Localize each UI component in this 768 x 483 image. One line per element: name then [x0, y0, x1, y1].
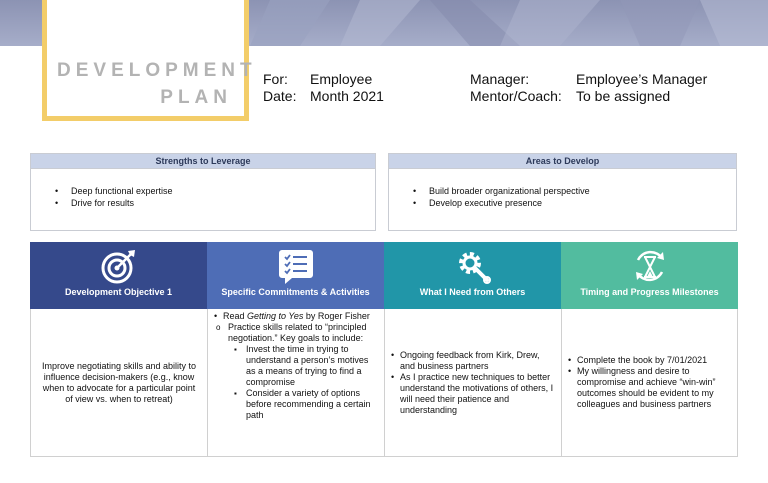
- areas-title: Areas to Develop: [389, 154, 736, 169]
- column-header-objective: [30, 242, 207, 309]
- title-box: [42, 0, 257, 121]
- list-item: • Drive for results: [55, 197, 375, 209]
- list-item: ▪ Invest the time in trying to understand a person’s motives as a means of trying to find a compromise: [232, 344, 378, 388]
- column-header-milestones: [561, 242, 738, 309]
- list-item: • Develop executive presence: [413, 197, 736, 209]
- column-title: Specific Commitments & Activities: [221, 287, 370, 297]
- strengths-list: [31, 169, 375, 209]
- book-title: Getting to Yes: [247, 311, 304, 321]
- needs-cell: [384, 309, 562, 457]
- areas-list: [389, 169, 736, 209]
- header-left-info: [263, 71, 384, 105]
- read-suffix: by Roger Fisher: [303, 311, 370, 321]
- strengths-box: [30, 153, 376, 231]
- needs-list: [391, 350, 555, 416]
- commitments-sublist: [214, 322, 378, 421]
- list-item: [216, 322, 378, 421]
- mentor-label: Mentor/Coach:: [470, 88, 562, 104]
- for-label: For:: [263, 71, 288, 87]
- gear-wrench-icon: [453, 246, 493, 288]
- list-item: • Ongoing feedback from Kirk, Drew, and business partners: [391, 350, 555, 372]
- title-line-1: DEVELOPMENT: [57, 60, 257, 81]
- checklist-icon: [276, 246, 316, 288]
- column-title: Development Objective 1: [64, 287, 173, 297]
- list-item: • Build broader organizational perspective: [413, 185, 736, 197]
- commitments-list: [214, 311, 378, 322]
- manager-value: Employee’s Manager: [576, 71, 708, 87]
- objective-cell: [30, 309, 208, 457]
- for-value: Employee: [310, 71, 373, 87]
- milestones-list: [568, 355, 731, 410]
- column-title: Timing and Progress Milestones: [580, 287, 719, 297]
- title-line-2: PLAN: [160, 87, 232, 108]
- date-label: Date:: [263, 88, 297, 104]
- hourglass-cycle-icon: [630, 246, 670, 288]
- list-item: ▪ Consider a variety of options before recommending a certain path: [232, 388, 378, 421]
- read-prefix: Read: [223, 311, 248, 321]
- manager-label: Manager:: [470, 71, 530, 87]
- column-header-commitments: [207, 242, 384, 309]
- list-item: • My willingness and desire to compromise and achieve “win-win” outcomes should be evident to my colleagues and business partners: [568, 366, 731, 410]
- goals-list: [228, 344, 378, 421]
- header-right-info: [470, 71, 707, 105]
- list-item: • Deep functional expertise: [55, 185, 375, 197]
- milestones-cell: [561, 309, 738, 457]
- mentor-value: To be assigned: [576, 88, 671, 104]
- practice-text: Practice skills related to “principled negotiation.” Key goals to include:: [228, 322, 367, 343]
- column-title: What I Need from Others: [419, 287, 526, 297]
- list-item: [214, 311, 378, 322]
- strengths-title: Strengths to Leverage: [31, 154, 375, 169]
- column-header-needs: [384, 242, 561, 309]
- date-value: Month 2021: [310, 88, 384, 104]
- target-icon: [99, 246, 139, 288]
- areas-box: [388, 153, 737, 231]
- commitments-cell: [207, 309, 385, 457]
- list-item: • Complete the book by 7/01/2021: [568, 355, 731, 366]
- list-item: • As I practice new techniques to better understand the motivations of others, I will need their patience and understanding: [391, 372, 555, 416]
- objective-text: Improve negotiating skills and ability to influence decision-makers (e.g., know when to advocate for a particular point of view vs. when to retreat): [41, 360, 197, 404]
